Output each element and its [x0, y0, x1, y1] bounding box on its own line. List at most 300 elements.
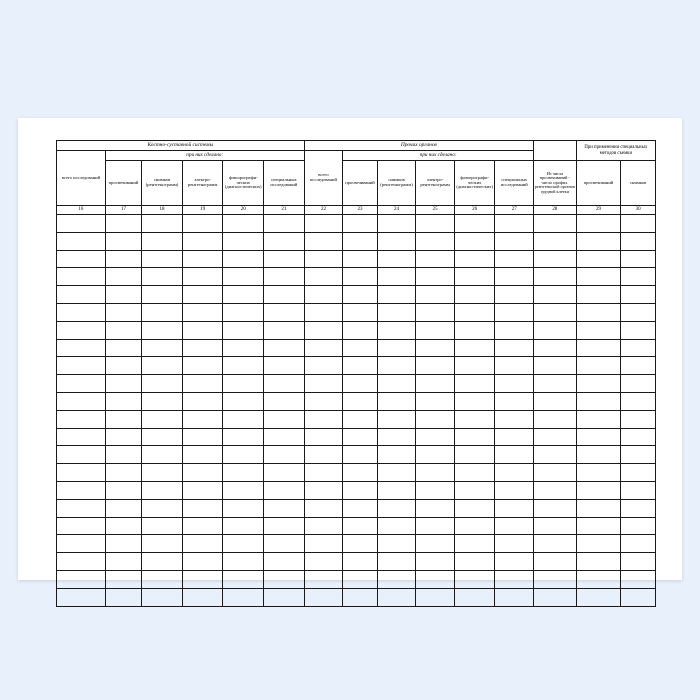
table-cell[interactable] — [142, 464, 183, 482]
table-cell[interactable] — [223, 215, 264, 233]
table-cell[interactable] — [454, 321, 495, 339]
table-cell[interactable] — [534, 357, 577, 375]
table-cell[interactable] — [223, 232, 264, 250]
table-cell[interactable] — [264, 446, 305, 464]
table-cell[interactable] — [264, 268, 305, 286]
table-cell[interactable] — [454, 392, 495, 410]
table-cell[interactable] — [264, 517, 305, 535]
table-cell[interactable] — [304, 250, 343, 268]
table-cell[interactable] — [416, 232, 455, 250]
table-cell[interactable] — [105, 464, 142, 482]
table-cell[interactable] — [343, 268, 378, 286]
table-cell[interactable] — [57, 464, 106, 482]
table-cell[interactable] — [621, 535, 656, 553]
table-cell[interactable] — [576, 339, 621, 357]
table-cell[interactable] — [454, 517, 495, 535]
table-cell[interactable] — [534, 321, 577, 339]
table-cell[interactable] — [416, 553, 455, 571]
table-cell[interactable] — [57, 232, 106, 250]
table-cell[interactable] — [105, 215, 142, 233]
table-cell[interactable] — [495, 499, 534, 517]
table-cell[interactable] — [343, 517, 378, 535]
table-cell[interactable] — [621, 464, 656, 482]
table-cell[interactable] — [621, 588, 656, 606]
table-cell[interactable] — [621, 357, 656, 375]
table-cell[interactable] — [377, 410, 416, 428]
table-cell[interactable] — [57, 446, 106, 464]
table-cell[interactable] — [576, 428, 621, 446]
table-cell[interactable] — [223, 375, 264, 393]
table-cell[interactable] — [343, 570, 378, 588]
table-cell[interactable] — [621, 446, 656, 464]
table-cell[interactable] — [576, 499, 621, 517]
table-cell[interactable] — [343, 339, 378, 357]
table-cell[interactable] — [223, 517, 264, 535]
table-cell[interactable] — [343, 357, 378, 375]
table-cell[interactable] — [304, 339, 343, 357]
table-cell[interactable] — [377, 464, 416, 482]
table-cell[interactable] — [182, 321, 223, 339]
table-cell[interactable] — [621, 499, 656, 517]
table-cell[interactable] — [454, 410, 495, 428]
table-cell[interactable] — [454, 464, 495, 482]
table-cell[interactable] — [495, 428, 534, 446]
table-cell[interactable] — [495, 410, 534, 428]
table-cell[interactable] — [182, 250, 223, 268]
table-cell[interactable] — [416, 357, 455, 375]
table-cell[interactable] — [576, 357, 621, 375]
table-cell[interactable] — [304, 428, 343, 446]
table-cell[interactable] — [142, 570, 183, 588]
table-cell[interactable] — [223, 250, 264, 268]
table-cell[interactable] — [304, 232, 343, 250]
table-cell[interactable] — [57, 499, 106, 517]
table-cell[interactable] — [223, 339, 264, 357]
table-cell[interactable] — [416, 375, 455, 393]
table-cell[interactable] — [142, 321, 183, 339]
table-cell[interactable] — [377, 250, 416, 268]
table-cell[interactable] — [57, 268, 106, 286]
table-cell[interactable] — [534, 517, 577, 535]
table-cell[interactable] — [454, 481, 495, 499]
table-cell[interactable] — [495, 303, 534, 321]
table-cell[interactable] — [416, 446, 455, 464]
table-cell[interactable] — [621, 517, 656, 535]
table-cell[interactable] — [105, 588, 142, 606]
table-cell[interactable] — [57, 535, 106, 553]
table-cell[interactable] — [223, 553, 264, 571]
table-cell[interactable] — [105, 303, 142, 321]
table-cell[interactable] — [264, 570, 305, 588]
table-cell[interactable] — [304, 535, 343, 553]
table-cell[interactable] — [343, 428, 378, 446]
table-cell[interactable] — [454, 215, 495, 233]
table-cell[interactable] — [264, 464, 305, 482]
table-cell[interactable] — [182, 375, 223, 393]
table-cell[interactable] — [495, 446, 534, 464]
table-cell[interactable] — [621, 375, 656, 393]
table-cell[interactable] — [495, 232, 534, 250]
table-cell[interactable] — [621, 268, 656, 286]
table-cell[interactable] — [264, 535, 305, 553]
table-cell[interactable] — [57, 517, 106, 535]
table-cell[interactable] — [454, 588, 495, 606]
table-cell[interactable] — [416, 464, 455, 482]
table-cell[interactable] — [223, 588, 264, 606]
table-cell[interactable] — [416, 588, 455, 606]
table-cell[interactable] — [57, 215, 106, 233]
table-cell[interactable] — [304, 268, 343, 286]
table-cell[interactable] — [264, 303, 305, 321]
table-cell[interactable] — [304, 357, 343, 375]
table-cell[interactable] — [182, 517, 223, 535]
table-cell[interactable] — [576, 321, 621, 339]
table-cell[interactable] — [57, 339, 106, 357]
table-cell[interactable] — [454, 232, 495, 250]
table-cell[interactable] — [264, 357, 305, 375]
table-cell[interactable] — [454, 357, 495, 375]
table-cell[interactable] — [495, 570, 534, 588]
table-cell[interactable] — [495, 357, 534, 375]
table-cell[interactable] — [454, 499, 495, 517]
table-cell[interactable] — [416, 215, 455, 233]
table-cell[interactable] — [576, 410, 621, 428]
table-cell[interactable] — [495, 553, 534, 571]
table-cell[interactable] — [343, 446, 378, 464]
table-cell[interactable] — [576, 375, 621, 393]
table-cell[interactable] — [223, 268, 264, 286]
table-cell[interactable] — [343, 588, 378, 606]
table-cell[interactable] — [304, 499, 343, 517]
table-cell[interactable] — [416, 303, 455, 321]
table-cell[interactable] — [182, 392, 223, 410]
table-cell[interactable] — [57, 481, 106, 499]
table-cell[interactable] — [576, 553, 621, 571]
table-cell[interactable] — [343, 321, 378, 339]
table-cell[interactable] — [142, 588, 183, 606]
table-cell[interactable] — [454, 375, 495, 393]
table-cell[interactable] — [621, 392, 656, 410]
table-cell[interactable] — [454, 535, 495, 553]
table-cell[interactable] — [304, 553, 343, 571]
table-cell[interactable] — [377, 232, 416, 250]
table-cell[interactable] — [223, 535, 264, 553]
table-cell[interactable] — [621, 339, 656, 357]
table-cell[interactable] — [57, 570, 106, 588]
table-cell[interactable] — [576, 286, 621, 304]
table-cell[interactable] — [264, 375, 305, 393]
table-cell[interactable] — [534, 339, 577, 357]
table-cell[interactable] — [105, 250, 142, 268]
table-cell[interactable] — [304, 464, 343, 482]
table-cell[interactable] — [495, 464, 534, 482]
table-cell[interactable] — [454, 286, 495, 304]
table-cell[interactable] — [454, 339, 495, 357]
table-cell[interactable] — [105, 517, 142, 535]
table-cell[interactable] — [182, 268, 223, 286]
table-cell[interactable] — [621, 410, 656, 428]
table-cell[interactable] — [621, 481, 656, 499]
table-cell[interactable] — [105, 321, 142, 339]
table-cell[interactable] — [142, 428, 183, 446]
table-cell[interactable] — [495, 321, 534, 339]
table-cell[interactable] — [416, 410, 455, 428]
table-cell[interactable] — [416, 499, 455, 517]
table-cell[interactable] — [105, 375, 142, 393]
table-cell[interactable] — [454, 553, 495, 571]
table-cell[interactable] — [416, 392, 455, 410]
table-cell[interactable] — [223, 321, 264, 339]
table-cell[interactable] — [621, 250, 656, 268]
table-cell[interactable] — [223, 392, 264, 410]
table-cell[interactable] — [534, 268, 577, 286]
table-cell[interactable] — [182, 481, 223, 499]
table-cell[interactable] — [105, 535, 142, 553]
table-cell[interactable] — [377, 535, 416, 553]
table-cell[interactable] — [105, 481, 142, 499]
table-cell[interactable] — [105, 357, 142, 375]
table-cell[interactable] — [223, 464, 264, 482]
table-cell[interactable] — [57, 588, 106, 606]
table-cell[interactable] — [105, 286, 142, 304]
table-cell[interactable] — [105, 232, 142, 250]
table-cell[interactable] — [57, 392, 106, 410]
table-cell[interactable] — [142, 215, 183, 233]
table-cell[interactable] — [495, 268, 534, 286]
table-cell[interactable] — [534, 286, 577, 304]
table-cell[interactable] — [105, 446, 142, 464]
table-cell[interactable] — [142, 339, 183, 357]
table-cell[interactable] — [182, 535, 223, 553]
table-cell[interactable] — [343, 215, 378, 233]
table-cell[interactable] — [454, 250, 495, 268]
table-cell[interactable] — [182, 286, 223, 304]
table-cell[interactable] — [142, 375, 183, 393]
table-cell[interactable] — [264, 392, 305, 410]
table-cell[interactable] — [223, 446, 264, 464]
table-cell[interactable] — [142, 553, 183, 571]
table-cell[interactable] — [105, 268, 142, 286]
table-cell[interactable] — [105, 570, 142, 588]
table-cell[interactable] — [495, 392, 534, 410]
table-cell[interactable] — [576, 268, 621, 286]
table-cell[interactable] — [57, 410, 106, 428]
table-cell[interactable] — [182, 553, 223, 571]
table-cell[interactable] — [182, 410, 223, 428]
table-cell[interactable] — [105, 339, 142, 357]
table-cell[interactable] — [343, 392, 378, 410]
table-cell[interactable] — [416, 321, 455, 339]
table-cell[interactable] — [142, 446, 183, 464]
table-cell[interactable] — [223, 570, 264, 588]
table-cell[interactable] — [416, 481, 455, 499]
table-cell[interactable] — [495, 481, 534, 499]
table-cell[interactable] — [377, 392, 416, 410]
table-cell[interactable] — [142, 250, 183, 268]
table-cell[interactable] — [576, 250, 621, 268]
table-cell[interactable] — [534, 446, 577, 464]
table-cell[interactable] — [105, 410, 142, 428]
table-cell[interactable] — [182, 357, 223, 375]
table-cell[interactable] — [377, 570, 416, 588]
table-cell[interactable] — [621, 303, 656, 321]
table-cell[interactable] — [304, 481, 343, 499]
table-cell[interactable] — [495, 215, 534, 233]
table-cell[interactable] — [264, 215, 305, 233]
table-cell[interactable] — [377, 499, 416, 517]
table-cell[interactable] — [142, 481, 183, 499]
table-cell[interactable] — [142, 410, 183, 428]
table-cell[interactable] — [534, 215, 577, 233]
table-cell[interactable] — [576, 481, 621, 499]
table-cell[interactable] — [57, 321, 106, 339]
table-cell[interactable] — [142, 232, 183, 250]
table-cell[interactable] — [495, 517, 534, 535]
table-cell[interactable] — [264, 321, 305, 339]
table-cell[interactable] — [182, 588, 223, 606]
table-cell[interactable] — [576, 464, 621, 482]
table-cell[interactable] — [534, 535, 577, 553]
table-cell[interactable] — [416, 250, 455, 268]
table-cell[interactable] — [576, 392, 621, 410]
table-cell[interactable] — [377, 375, 416, 393]
table-cell[interactable] — [264, 588, 305, 606]
table-cell[interactable] — [223, 481, 264, 499]
table-cell[interactable] — [343, 286, 378, 304]
table-cell[interactable] — [343, 481, 378, 499]
table-cell[interactable] — [576, 588, 621, 606]
table-cell[interactable] — [343, 535, 378, 553]
table-cell[interactable] — [495, 588, 534, 606]
table-cell[interactable] — [377, 446, 416, 464]
table-cell[interactable] — [621, 428, 656, 446]
table-cell[interactable] — [264, 250, 305, 268]
table-cell[interactable] — [142, 268, 183, 286]
table-cell[interactable] — [416, 268, 455, 286]
table-cell[interactable] — [621, 286, 656, 304]
table-cell[interactable] — [304, 375, 343, 393]
table-cell[interactable] — [223, 357, 264, 375]
table-cell[interactable] — [377, 286, 416, 304]
table-cell[interactable] — [57, 286, 106, 304]
table-cell[interactable] — [377, 553, 416, 571]
table-cell[interactable] — [377, 428, 416, 446]
table-cell[interactable] — [377, 481, 416, 499]
table-cell[interactable] — [182, 303, 223, 321]
table-cell[interactable] — [621, 570, 656, 588]
table-cell[interactable] — [343, 375, 378, 393]
table-cell[interactable] — [377, 215, 416, 233]
table-cell[interactable] — [182, 232, 223, 250]
table-cell[interactable] — [454, 570, 495, 588]
table-cell[interactable] — [57, 428, 106, 446]
table-cell[interactable] — [534, 410, 577, 428]
table-cell[interactable] — [534, 570, 577, 588]
table-cell[interactable] — [142, 286, 183, 304]
table-cell[interactable] — [223, 286, 264, 304]
table-cell[interactable] — [182, 215, 223, 233]
table-cell[interactable] — [576, 570, 621, 588]
table-cell[interactable] — [142, 357, 183, 375]
table-cell[interactable] — [416, 570, 455, 588]
table-cell[interactable] — [454, 428, 495, 446]
table-cell[interactable] — [182, 339, 223, 357]
table-cell[interactable] — [182, 464, 223, 482]
table-cell[interactable] — [57, 375, 106, 393]
table-cell[interactable] — [57, 553, 106, 571]
table-cell[interactable] — [534, 250, 577, 268]
table-cell[interactable] — [495, 375, 534, 393]
table-cell[interactable] — [454, 303, 495, 321]
table-cell[interactable] — [534, 588, 577, 606]
table-cell[interactable] — [621, 215, 656, 233]
table-cell[interactable] — [264, 232, 305, 250]
table-cell[interactable] — [343, 499, 378, 517]
table-cell[interactable] — [304, 517, 343, 535]
table-cell[interactable] — [534, 428, 577, 446]
table-cell[interactable] — [416, 535, 455, 553]
table-cell[interactable] — [534, 553, 577, 571]
table-cell[interactable] — [223, 410, 264, 428]
table-cell[interactable] — [343, 464, 378, 482]
table-cell[interactable] — [534, 375, 577, 393]
table-cell[interactable] — [304, 588, 343, 606]
table-cell[interactable] — [416, 286, 455, 304]
table-cell[interactable] — [377, 357, 416, 375]
table-cell[interactable] — [105, 428, 142, 446]
table-cell[interactable] — [105, 553, 142, 571]
table-cell[interactable] — [105, 499, 142, 517]
table-cell[interactable] — [377, 517, 416, 535]
table-cell[interactable] — [495, 250, 534, 268]
table-cell[interactable] — [534, 392, 577, 410]
table-cell[interactable] — [223, 428, 264, 446]
table-cell[interactable] — [304, 286, 343, 304]
table-cell[interactable] — [304, 303, 343, 321]
table-cell[interactable] — [264, 428, 305, 446]
table-cell[interactable] — [264, 553, 305, 571]
table-cell[interactable] — [223, 303, 264, 321]
table-cell[interactable] — [142, 392, 183, 410]
table-cell[interactable] — [377, 339, 416, 357]
table-cell[interactable] — [142, 535, 183, 553]
table-cell[interactable] — [454, 446, 495, 464]
table-cell[interactable] — [304, 570, 343, 588]
table-cell[interactable] — [377, 268, 416, 286]
table-cell[interactable] — [57, 357, 106, 375]
table-cell[interactable] — [343, 250, 378, 268]
table-cell[interactable] — [534, 232, 577, 250]
table-cell[interactable] — [304, 392, 343, 410]
table-cell[interactable] — [142, 303, 183, 321]
table-cell[interactable] — [621, 321, 656, 339]
table-cell[interactable] — [264, 339, 305, 357]
table-cell[interactable] — [377, 588, 416, 606]
table-cell[interactable] — [182, 570, 223, 588]
table-cell[interactable] — [576, 446, 621, 464]
table-cell[interactable] — [304, 215, 343, 233]
table-cell[interactable] — [576, 535, 621, 553]
table-cell[interactable] — [576, 303, 621, 321]
table-cell[interactable] — [264, 286, 305, 304]
table-cell[interactable] — [621, 553, 656, 571]
table-cell[interactable] — [416, 428, 455, 446]
table-cell[interactable] — [223, 499, 264, 517]
table-cell[interactable] — [576, 517, 621, 535]
table-cell[interactable] — [105, 392, 142, 410]
table-cell[interactable] — [534, 481, 577, 499]
table-cell[interactable] — [343, 553, 378, 571]
